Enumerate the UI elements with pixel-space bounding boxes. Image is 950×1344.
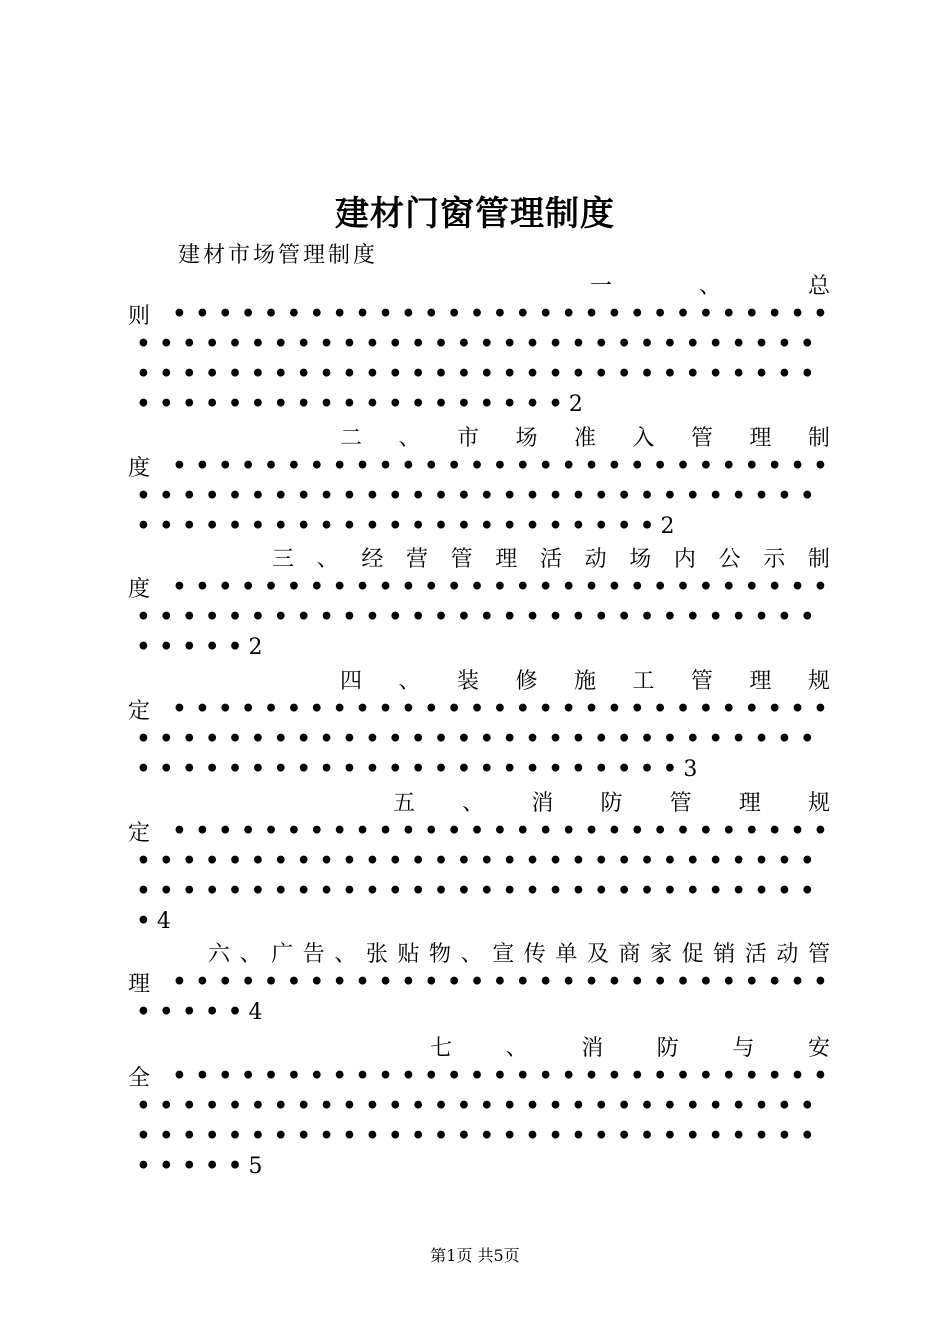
toc-heading-char: 安: [807, 1035, 830, 1061]
toc-heading-char: 准: [573, 425, 596, 451]
dot-leader: • • • • • • • • • • • • • • • • • • • • • • • • • • • • • •: [136, 361, 815, 387]
dot-leader: • • • • •: [136, 634, 243, 660]
toc-heading-char: 施: [573, 668, 596, 694]
toc-entry-heading: [590, 268, 830, 300]
dot-leader: • • • • • • • • • • • • • • • • • • • • • • •: [136, 513, 655, 539]
dot-leader: • • • • • • • • • • • • • • • • • • • • • • • • • • • • • •: [136, 1123, 815, 1149]
dot-leader: • • • • • • • • • • • • • • • • • • • • • • • • • • • • •: [172, 574, 828, 600]
toc-heading-char: 场: [515, 425, 538, 451]
toc-heading-char: 五: [393, 790, 416, 816]
toc-leader-line: [128, 1150, 830, 1182]
toc-heading-char: 及: [586, 941, 609, 967]
toc-heading-char: 广: [271, 941, 294, 967]
dot-leader: • • • • • • • • • • • • • • • • • • • • • • • • • • • • • •: [136, 483, 815, 509]
toc-leader-line: [128, 815, 830, 847]
toc-heading-char: 管: [690, 668, 713, 694]
toc-heading-char: 七: [430, 1035, 453, 1061]
toc-heading-tail: 理: [128, 971, 151, 997]
toc-heading-char: 防: [656, 1035, 679, 1061]
toc-heading-tail: 定: [128, 820, 151, 846]
toc-heading-char: 入: [632, 425, 655, 451]
toc-leader-line: [128, 358, 830, 390]
toc-heading-char: 营: [405, 546, 428, 572]
toc-heading-char: 理: [749, 425, 772, 451]
toc-heading-char: 规: [807, 790, 830, 816]
toc-heading-char: 活: [744, 941, 767, 967]
toc-heading-char: 四: [340, 668, 363, 694]
toc-leader-line: [128, 1060, 830, 1092]
toc-heading-tail: 全: [128, 1065, 151, 1091]
toc-entry-heading: [430, 1030, 830, 1062]
toc-leader-line: [128, 875, 830, 907]
dot-leader: • • • • •: [136, 1153, 243, 1179]
toc-page-number: 4: [156, 908, 171, 934]
toc-heading-char: 、: [698, 273, 721, 299]
dot-leader: • • • • •: [136, 999, 243, 1025]
toc-leader-line: [128, 693, 830, 725]
toc-heading-tail: 度: [128, 576, 151, 602]
toc-heading-tail: 定: [128, 698, 151, 724]
toc-heading-char: 理: [749, 668, 772, 694]
toc-heading-char: 管: [669, 790, 692, 816]
toc-heading-char: 消: [581, 1035, 604, 1061]
toc-leader-line: [128, 388, 830, 420]
toc-page-number: 2: [660, 513, 675, 539]
toc-heading-char: 动: [584, 546, 607, 572]
page-footer: 第1页 共5页: [430, 1246, 520, 1265]
toc-heading-char: 活: [539, 546, 562, 572]
toc-heading-char: 三: [272, 546, 295, 572]
toc-page-number: 5: [248, 1153, 263, 1179]
toc-heading-char: 理: [738, 790, 761, 816]
toc-heading-char: 单: [555, 941, 578, 967]
toc-leader-line: [128, 1120, 830, 1152]
dot-leader: •: [136, 908, 151, 934]
toc-leader-line: [128, 571, 830, 603]
dot-leader: • • • • • • • • • • • • • • • • • • • • • • • •: [136, 756, 677, 782]
toc-heading-char: 、: [239, 941, 262, 967]
dot-leader: • • • • • • • • • • • • • • • • • • • • • • • • • • • • •: [172, 969, 828, 995]
toc-entry-heading: [340, 663, 830, 695]
toc-page-number: 3: [683, 756, 698, 782]
toc-heading-char: 制: [807, 546, 830, 572]
toc-heading-char: 消: [531, 790, 554, 816]
toc-heading-char: 管: [450, 546, 473, 572]
toc-heading-char: 张: [365, 941, 388, 967]
toc-entry-heading: [393, 785, 830, 817]
toc-heading-char: 防: [600, 790, 623, 816]
toc-leader-line: [128, 905, 830, 937]
toc-leader-line: [128, 298, 830, 330]
document-title: 建材门窗管理制度: [335, 194, 615, 234]
dot-leader: • • • • • • • • • • • • • • • • • • • • • • • • • • • • •: [172, 1063, 828, 1089]
toc-heading-char: 场: [629, 546, 652, 572]
dot-leader: • • • • • • • • • • • • • • • • • • •: [136, 391, 563, 417]
toc-heading-char: 示: [763, 546, 786, 572]
toc-heading-char: 六: [208, 941, 231, 967]
toc-leader-line: [128, 480, 830, 512]
toc-heading-char: 、: [398, 668, 421, 694]
toc-heading-char: 制: [807, 425, 830, 451]
toc-heading-char: 贴: [397, 941, 420, 967]
toc-entry-heading: [272, 541, 830, 573]
dot-leader: • • • • • • • • • • • • • • • • • • • • • • • • • • • • •: [172, 696, 828, 722]
toc-page-number: 2: [248, 634, 263, 660]
toc-heading-tail: 度: [128, 455, 151, 481]
toc-heading-char: 规: [807, 668, 830, 694]
toc-heading-char: 销: [713, 941, 736, 967]
dot-leader: • • • • • • • • • • • • • • • • • • • • • • • • • • • • • •: [136, 1093, 815, 1119]
toc-heading-char: 市: [456, 425, 479, 451]
toc-heading-char: 传: [523, 941, 546, 967]
toc-heading-char: 装: [456, 668, 479, 694]
dot-leader: • • • • • • • • • • • • • • • • • • • • • • • • • • • • • •: [136, 604, 815, 630]
dot-leader: • • • • • • • • • • • • • • • • • • • • • • • • • • • • • •: [136, 848, 815, 874]
toc-page-number: 4: [248, 999, 263, 1025]
toc-leader-line: [128, 966, 830, 998]
toc-heading-char: 管: [807, 941, 830, 967]
toc-heading-char: 工: [632, 668, 655, 694]
dot-leader: • • • • • • • • • • • • • • • • • • • • • • • • • • • • •: [172, 453, 828, 479]
dot-leader: • • • • • • • • • • • • • • • • • • • • • • • • • • • • • •: [136, 331, 815, 357]
toc-heading-char: 与: [732, 1035, 755, 1061]
toc-heading-char: 促: [681, 941, 704, 967]
toc-heading-char: 公: [718, 546, 741, 572]
toc-heading-char: 管: [690, 425, 713, 451]
toc-heading-char: 二: [340, 425, 363, 451]
toc-leader-line: [128, 996, 830, 1028]
toc-heading-char: 、: [334, 941, 357, 967]
dot-leader: • • • • • • • • • • • • • • • • • • • • • • • • • • • • • •: [136, 726, 815, 752]
toc-heading-char: 、: [462, 790, 485, 816]
toc-entry-heading: [340, 420, 830, 452]
toc-heading-char: 商: [618, 941, 641, 967]
dot-leader: • • • • • • • • • • • • • • • • • • • • • • • • • • • • • •: [136, 878, 815, 904]
toc-heading-char: 一: [590, 273, 613, 299]
toc-heading-tail: 则: [128, 303, 151, 329]
toc-heading-char: 告: [302, 941, 325, 967]
toc-leader-line: [128, 723, 830, 755]
toc-heading-char: 家: [650, 941, 673, 967]
toc-heading-char: 经: [361, 546, 384, 572]
toc-heading-char: 动: [776, 941, 799, 967]
toc-leader-line: [128, 1090, 830, 1122]
toc-heading-char: 、: [505, 1035, 528, 1061]
toc-heading-char: 总: [807, 273, 830, 299]
toc-leader-line: [128, 631, 830, 663]
toc-leader-line: [128, 450, 830, 482]
toc-heading-char: 内: [673, 546, 696, 572]
dot-leader: • • • • • • • • • • • • • • • • • • • • • • • • • • • • •: [172, 818, 828, 844]
toc-heading-char: 修: [515, 668, 538, 694]
intro-text: 建材市场管理制度: [178, 243, 379, 268]
toc-heading-char: 理: [495, 546, 518, 572]
toc-heading-char: 、: [398, 425, 421, 451]
toc-entry-heading: [208, 936, 830, 968]
toc-leader-line: [128, 328, 830, 360]
dot-leader: • • • • • • • • • • • • • • • • • • • • • • • • • • • • •: [172, 301, 828, 327]
toc-heading-char: 、: [460, 941, 483, 967]
toc-leader-line: [128, 753, 830, 785]
toc-leader-line: [128, 601, 830, 633]
toc-heading-char: 宣: [492, 941, 515, 967]
toc-heading-char: 、: [316, 546, 339, 572]
toc-page-number: 2: [568, 391, 583, 417]
toc-leader-line: [128, 845, 830, 877]
toc-leader-line: [128, 510, 830, 542]
toc-heading-char: 物: [429, 941, 452, 967]
